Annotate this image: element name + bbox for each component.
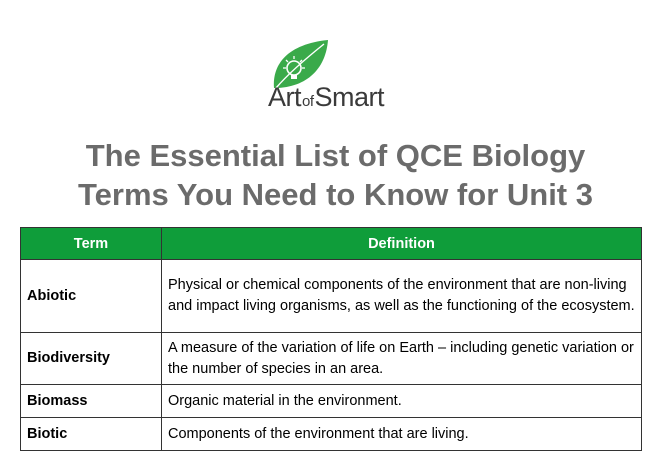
definition-cell: Components of the environment that are living.: [162, 418, 642, 451]
page-title: [0, 136, 671, 214]
definition-cell: Physical or chemical components of the environment that are non-living and impact living organisms, as well as the functioning of the ecosystem.: [162, 260, 642, 333]
term-column-header: Term: [21, 228, 162, 260]
term-cell: Abiotic: [21, 260, 162, 333]
table-row: [21, 418, 642, 451]
definition-cell: Organic material in the environment.: [162, 385, 642, 418]
art-of-smart-logo: [268, 38, 398, 118]
logo-word-smart: Smart: [314, 82, 385, 112]
table-row: [21, 260, 642, 333]
term-cell: Biomass: [21, 385, 162, 418]
definition-column-header: Definition: [162, 228, 642, 260]
logo-word-art: Art: [268, 82, 302, 112]
term-cell: Biotic: [21, 418, 162, 451]
page-title-line-1: The Essential List of QCE Biology: [85, 138, 586, 173]
term-cell: Biodiversity: [21, 333, 162, 385]
table-row: [21, 385, 642, 418]
logo-wordmark: [268, 82, 384, 113]
page-title-line-2: Terms You Need to Know for Unit 3: [78, 177, 593, 212]
definition-cell: A measure of the variation of life on Earth – including genetic variation or the number of species in an area.: [162, 333, 642, 385]
table-row: [21, 333, 642, 385]
logo-word-of: of: [302, 93, 314, 110]
terms-table: [20, 227, 642, 451]
table-header-row: [21, 228, 642, 260]
